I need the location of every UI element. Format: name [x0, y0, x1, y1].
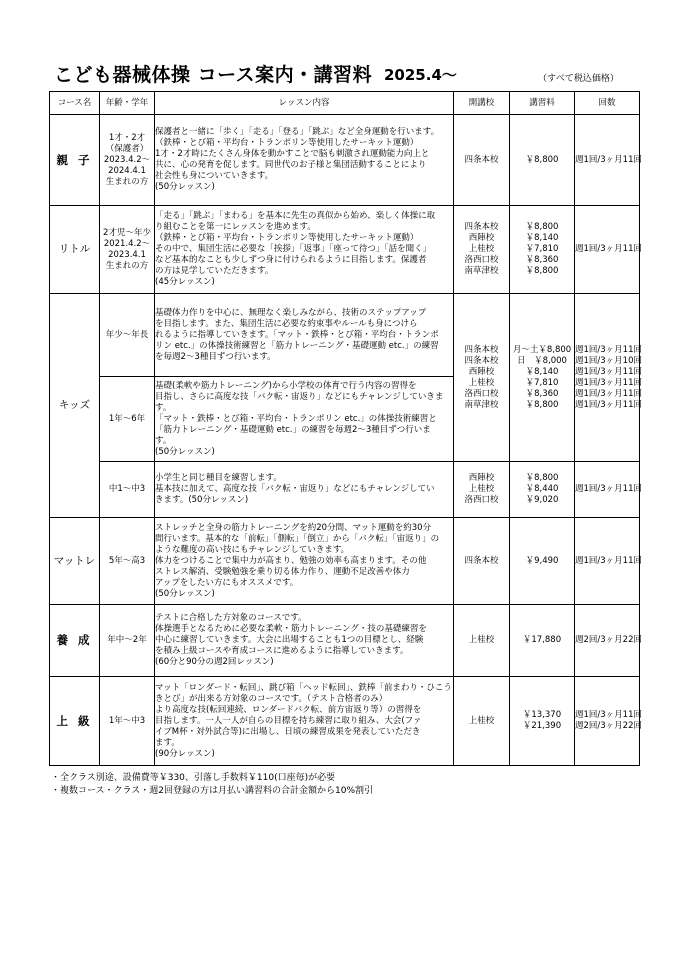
table-header-row: [50, 92, 640, 115]
age-range: 年少～年長: [100, 294, 155, 377]
course-row-kids-junior: [50, 462, 640, 518]
school-list: 四条本校: [454, 115, 510, 206]
tax-note: （すべて税込価格）: [538, 74, 619, 84]
course-name: キッズ: [50, 294, 100, 518]
age-range: 1年～6年: [100, 377, 155, 462]
course-row-oyako: [50, 115, 640, 206]
fee-list: ￥9,490: [510, 518, 575, 605]
lesson-content: 基礎(柔軟や筋力トレーニング)から小学校の体育で行う内容の習得を 目指し、さらに高度な技「バク転・宙返り」などにもチャレンジしていきま す。 「マット・鉄棒・とび箱・平均台・トランポリン etc.」の体操技術練習と 「筋力トレーニング・基礎運動 etc.」の練習を毎週2～3種目ずつ行いま す。 (50分レッスン): [155, 377, 454, 462]
frequency: 週1回/3ヶ月11回: [575, 115, 640, 206]
fee-list: ￥17,880: [510, 605, 575, 677]
school-list: 西陣校 上桂校 洛西口校: [454, 462, 510, 518]
age-range: 年中～2年: [100, 605, 155, 677]
effective-date: 2025.4～: [384, 66, 457, 84]
course-name: 親 子: [50, 115, 100, 206]
age-range: 中1～中3: [100, 462, 155, 518]
course-name: マットレ: [50, 518, 100, 605]
fee-list: ￥8,800 ￥8,440 ￥9,020: [510, 462, 575, 518]
course-row-little: [50, 206, 640, 294]
age-range: 1年～中3: [100, 677, 155, 766]
course-row-kids-preschool: [50, 294, 640, 377]
course-row-mattore: [50, 518, 640, 605]
school-list: 四条本校: [454, 518, 510, 605]
lesson-content: 基礎体力作りを中心に、無理なく楽しみながら、技術のステップアップ を目指します。また、集団生活に必要な約束事やルールも身につけら れるように指導していきます。「マット・鉄棒・とび箱・平均台・トランポ リン etc.」の体操技術練習と「筋力トレーニング・基礎運動 etc.」の練習 を毎週2～3種目ずつ行います。: [155, 294, 454, 377]
footnote: ・全クラス別途、設備費等￥330、引落し手数料￥110(口座毎)が必要: [51, 773, 336, 783]
lesson-content: 保護者と一緒に「歩く」「走る」「登る」「跳ぶ」など全身運動を行います。 （鉄棒・とび箱・平均台・トランポリン等使用したサーキット運動） 1才・2才時にたくさん身体を動かすことで脳も刺激され運動能力向上と 共に、心の発育を促します。同世代のお子様と集団活動することにより 社会性も身についていきます。 (50分レッスン): [155, 115, 454, 206]
course-name: 養 成: [50, 605, 100, 677]
lesson-content: ストレッチと全身の筋力トレーニングを約20分間、マット運動を約30分 間行います。基本的な「前転」「側転」「倒立」から「バク転」「宙返り」の ような難度の高い技にもチャレンジしていきます。 体力をつけることで集中力が高まり、勉強の効率も高まります。その他 ストレス解消、受験勉強を乗り切る体力作り、運動不足改善や体力 アップをしたい方にもオススメです。 (50分レッスン): [155, 518, 454, 605]
course-table: [49, 91, 640, 766]
fee-list: ￥8,800 ￥8,140 ￥7,810 ￥8,360 ￥8,800: [510, 206, 575, 294]
lesson-content: 「走る」「跳ぶ」「まわる」を基本に先生の真似から始め、楽しく体操に取 り組むことを第一にレッスンを進めます。 （鉄棒・とび箱・平均台・トランポリン等使用したサーキット運動） その中で、集団生活に必要な「挨拶」「返事」「座って待つ」「話を聞く」 など基本的なことも少しずつ身に付けられるように目指します。保護者 の方は見学していただきます。 (45分レッスン): [155, 206, 454, 294]
frequency: 週1回/3ヶ月11回: [575, 518, 640, 605]
age-range: 2才児～年少 2021.4.2～ 2023.4.1 生まれの方: [100, 206, 155, 294]
course-name: リトル: [50, 206, 100, 294]
frequency: 週1回/3ヶ月11回: [575, 206, 640, 294]
footnotes: [51, 772, 373, 798]
school-list: 四条本校 四条本校 西陣校 上桂校 洛西口校 南草津校: [454, 294, 510, 462]
footnote: ・複数コース・クラス・週2回登録の方は月払い講習料の合計金額から10%割引: [51, 786, 374, 796]
column-header-frequency: 回数: [575, 92, 640, 115]
course-row-joukyu: [50, 677, 640, 766]
column-header-fee: 講習料: [510, 92, 575, 115]
frequency: 週1回/3ヶ月11回: [575, 462, 640, 518]
column-header-content: レッスン内容: [155, 92, 454, 115]
course-row-ikusei: [50, 605, 640, 677]
column-header-course: コース名: [50, 92, 100, 115]
fee-list: 月～土￥8,800 日 ￥8,000 ￥8,140 ￥7,810 ￥8,360 ￥8,800: [510, 294, 575, 462]
frequency: 週1回/3ヶ月11回 週1回/3ヶ月10回 週1回/3ヶ月11回 週1回/3ヶ月11回 週1回/3ヶ月11回 週1回/3ヶ月11回: [575, 294, 640, 462]
page-title: こども器械体操 コース案内・講習料: [54, 64, 373, 86]
frequency: 週2回/3ヶ月22回: [575, 605, 640, 677]
age-range: 5年～高3: [100, 518, 155, 605]
fee-list: ￥13,370 ￥21,390: [510, 677, 575, 766]
lesson-content: マット「ロンダード・転回」、跳び箱「ヘッド転回」、鉄棒「前まわり・ひこう きとび」が出来る方対象のコースです。（テスト合格者のみ） より高度な技(転回連続、ロンダードバク転、前方宙返り等）の習得を 目指します。一人一人が自らの目標を持ち練習に取り組み、大会(ファ イブM杯・対外試合等)に出場し、日頃の練習成果を発表していただき ます。 (90分レッスン): [155, 677, 454, 766]
column-header-school: 開講校: [454, 92, 510, 115]
age-range: 1才・2才 （保護者） 2023.4.2～ 2024.4.1 生まれの方: [100, 115, 155, 206]
fee-list: ￥8,800: [510, 115, 575, 206]
school-list: 上桂校: [454, 605, 510, 677]
frequency: 週1回/3ヶ月11回 週2回/3ヶ月22回: [575, 677, 640, 766]
school-list: 四条本校 西陣校 上桂校 洛西口校 南草津校: [454, 206, 510, 294]
lesson-content: テストに合格した方対象のコースです。 体操選手となるために必要な柔軟・筋力トレーニング・技の基礎練習を 中心に練習していきます。大会に出場することも1つの目標とし、経験 を積み上級コースや育成コースに進めるように指導していきます。 (60分と90分の週2回レッスン): [155, 605, 454, 677]
school-list: 上桂校: [454, 677, 510, 766]
column-header-age: 年齢・学年: [100, 92, 155, 115]
course-name: 上 級: [50, 677, 100, 766]
lesson-content: 小学生と同じ種目を練習します。 基本技に加えて、高度な技「バク転・宙返り」などにもチャレンジしてい きます。(50分レッスン): [155, 462, 454, 518]
